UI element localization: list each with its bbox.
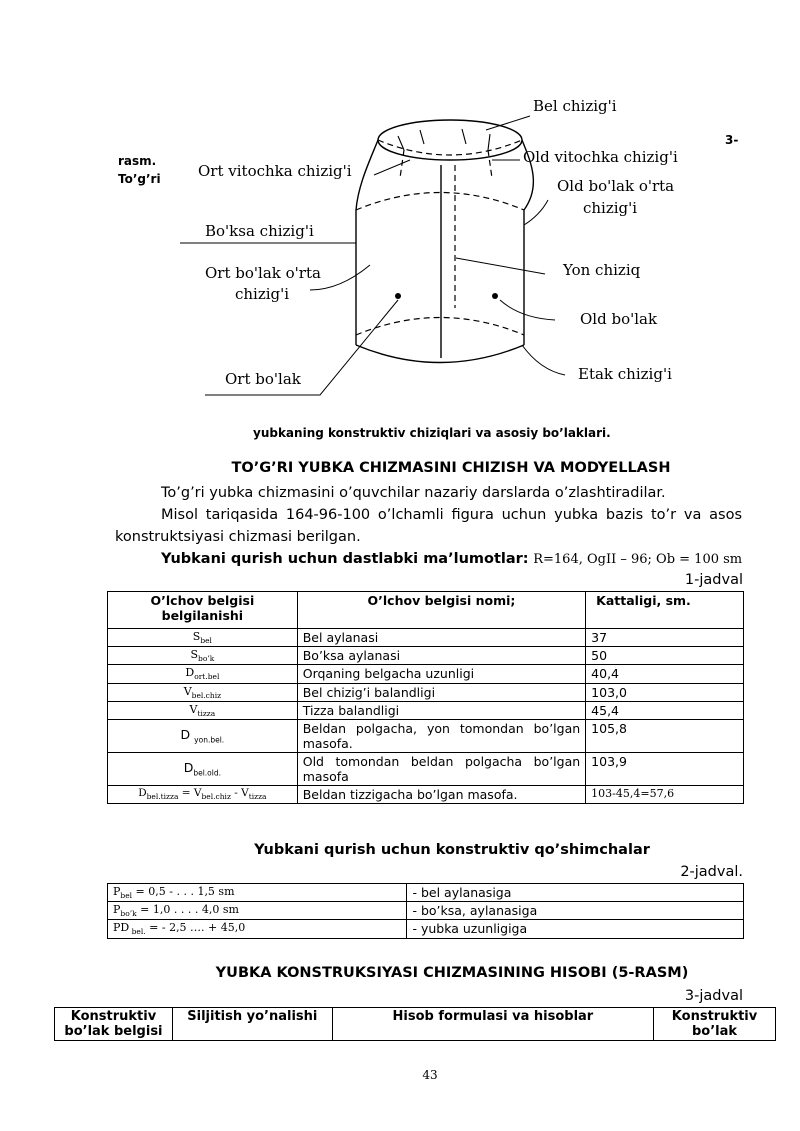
- label-ort-bolak-orta-1: Ort bo'lak o'rta: [205, 264, 321, 282]
- table1-value: 45,4: [586, 701, 744, 719]
- section3-heading: YUBKA KONSTRUKSIYASI CHIZMASINING HISOBI (5-RASM): [215, 965, 689, 981]
- table1-symbol: $S_{bel}$: [108, 629, 298, 647]
- table-row: [108, 647, 744, 665]
- table1-symbol: D $_{yon.bel.}$: [108, 719, 298, 752]
- figure-caption-right: 3-: [725, 133, 739, 147]
- table2-caption: 2-jadval.: [680, 864, 743, 880]
- label-ort-bolak: Ort bo'lak: [225, 370, 301, 388]
- table2: [107, 883, 744, 939]
- table1-caption: 1-jadval: [684, 572, 743, 588]
- table-row: [108, 665, 744, 683]
- label-ort-vitochka: Ort vitochka chizig'i: [198, 162, 352, 180]
- table1-symbol: $V_{tizza}$: [108, 701, 298, 719]
- table3-header-row: [55, 1008, 776, 1041]
- label-old-bolak-orta-1: Old bo'lak o'rta: [557, 177, 675, 195]
- label-bel-chizigi: Bel chizig'i: [533, 97, 617, 115]
- table3-header-part: Konstruktiv bo’lak: [654, 1008, 776, 1041]
- label-old-bolak: Old bo'lak: [580, 310, 658, 328]
- table-row: [108, 719, 744, 752]
- table-row: [108, 785, 744, 803]
- label-yon-chiziq: Yon chiziq: [563, 261, 641, 279]
- label-boksa-chizigi: Bo'ksa chizig'i: [205, 222, 314, 240]
- table1-value: 103,9: [586, 752, 744, 785]
- figure-caption-left: [118, 152, 161, 188]
- skirt-figure: [0, 0, 800, 440]
- table1-name: Bo’ksa aylanasi: [297, 647, 585, 665]
- section1-para1: To’g’ri yubka chizmasini o’quvchilar nazariy darslarda o’zlashtiradilar.: [161, 485, 666, 501]
- table1-header-row: [108, 592, 744, 629]
- table1-symbol: $S_{bo’k}$: [108, 647, 298, 665]
- page-number: 43: [422, 1068, 438, 1082]
- table1-name: Tizza balandligi: [297, 701, 585, 719]
- table1-symbol: $D_{bel.tizza} = V_{bel.chiz} - V_{tizza}$: [108, 785, 298, 803]
- section1-data-line: [161, 548, 742, 571]
- section1-data-values: R=164, OgII – 96; Ob = 100 sm: [533, 552, 743, 567]
- label-ort-bolak-orta-2: chizig'i: [235, 285, 290, 303]
- label-old-bolak-orta-2: chizig'i: [583, 199, 638, 217]
- table2-formula: PD $_{bel.}$ = - 2,5 …. + 45,0: [108, 920, 407, 938]
- table1-value: 105,8: [586, 719, 744, 752]
- table1: [107, 591, 744, 804]
- figure-caption-left-1: rasm.: [118, 154, 157, 168]
- table2-formula: $P_{bel} = 0,5$ - . . . 1,5 sm: [108, 884, 407, 902]
- label-etak-chizigi: Etak chizig'i: [578, 365, 672, 383]
- table-row: [108, 683, 744, 701]
- table3-header-formula: Hisob formulasi va hisoblar: [332, 1008, 653, 1041]
- skirt-drawing: [0, 0, 800, 420]
- table1-name: Bel chizig’i balandligi: [297, 683, 585, 701]
- table-row: [108, 884, 744, 902]
- table2-desc: - bo’ksa, aylanasiga: [407, 902, 744, 920]
- table2-formula: $P_{bo’k} = 1,0$ . . . . 4,0 sm: [108, 902, 407, 920]
- table1-header-name: O’lchov belgisi nomi;: [297, 592, 585, 629]
- table1-value: 50: [586, 647, 744, 665]
- table1-name: Bel aylanasi: [297, 629, 585, 647]
- table1-symbol: $D_{bel.old.}$: [108, 752, 298, 785]
- figure-caption-left-2: To’g’ri: [118, 172, 161, 186]
- table1-header-value: Kattaligi, sm.: [586, 592, 744, 629]
- table3: [54, 1007, 776, 1041]
- table1-header-symbol: O’lchov belgisi belgilanishi: [108, 592, 298, 629]
- table-row: [108, 920, 744, 938]
- section2-heading: Yubkani qurish uchun konstruktiv qo’shimchalar: [254, 842, 650, 858]
- table1-value: 40,4: [586, 665, 744, 683]
- table1-value: 103,0: [586, 683, 744, 701]
- table-row: [108, 701, 744, 719]
- section1-para2-line1: Misol tariqasida 164-96-100 o’lchamli figura uchun yubka bazis to’r va asos: [161, 507, 742, 523]
- table2-desc: - bel aylanasiga: [407, 884, 744, 902]
- table1-symbol: $V_{bel.chiz}$: [108, 683, 298, 701]
- table2-desc: - yubka uzunligiga: [407, 920, 744, 938]
- table-row: [108, 629, 744, 647]
- table3-header-direction: Siljitish yo’nalishi: [172, 1008, 332, 1041]
- table1-symbol: $D_{ort.bel}$: [108, 665, 298, 683]
- section1-para2-line2: konstruktsiyasi chizmasi berilgan.: [115, 529, 361, 545]
- table1-name: Beldan polgacha, yon tomondan bo’lgan masofa.: [297, 719, 585, 752]
- table1-value: 103-45,4=57,6: [586, 785, 744, 803]
- table1-name: Beldan tizzigacha bo’lgan masofa.: [297, 785, 585, 803]
- label-old-vitochka: Old vitochka chizig'i: [523, 148, 678, 166]
- table3-header-symbol: Konstruktiv bo’lak belgisi: [55, 1008, 173, 1041]
- table1-name: Old tomondan beldan polgacha bo’lgan masofa: [297, 752, 585, 785]
- figure-caption-bottom: yubkaning konstruktiv chiziqlari va asosiy bo’laklari.: [253, 426, 611, 440]
- section1-heading: TO’G’RI YUBKA CHIZMASINI CHIZISH VA MODYELLASH: [231, 460, 671, 476]
- table1-value: 37: [586, 629, 744, 647]
- table-row: [108, 902, 744, 920]
- table1-name: Orqaning belgacha uzunligi: [297, 665, 585, 683]
- table-row: [108, 752, 744, 785]
- table3-caption: 3-jadval: [684, 988, 743, 1004]
- section1-data-label: Yubkani qurish uchun dastlabki ma’lumotlar:: [161, 551, 529, 567]
